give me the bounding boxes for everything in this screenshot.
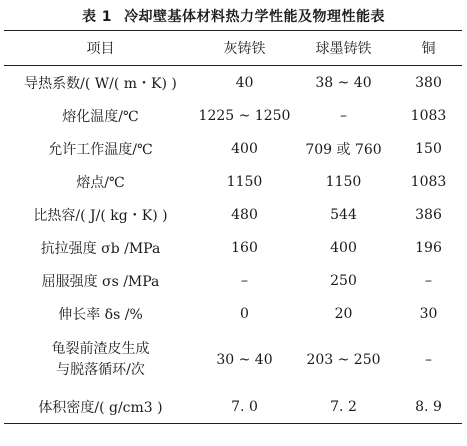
cell-gray-iron: 160 [231,239,258,256]
row-label: 屈服强度 σs /MPa [41,273,160,290]
table-row [4,264,462,297]
cell-ductile-iron: – [340,107,347,124]
cell-ductile-iron: 20 [334,305,353,322]
cell-gray-iron: 480 [231,206,258,223]
cell-copper: – [425,272,432,289]
row-label-line: 与脱落循环/次 [56,362,145,378]
cell-ductile-iron: 400 [330,239,357,256]
table-title: 冷却壁基体材料热力学性能及物理性能表 [124,9,386,25]
table-number: 表 1 [81,9,113,25]
cell-ductile-iron: 7. 2 [330,398,357,415]
header-ductile-iron: 球墨铸铁 [315,41,372,57]
row-label: 抗拉强度 σb /MPa [40,240,161,257]
header-item: 项目 [86,41,115,57]
row-label: 允许工作温度/℃ [48,141,153,158]
cell-gray-iron: 400 [231,140,258,157]
cell-copper: 196 [415,239,442,256]
cell-ductile-iron: 709 或 760 [305,141,382,158]
table-row [4,231,462,264]
table-row [4,198,462,231]
cell-copper: – [425,352,432,368]
cell-gray-iron: 40 [235,74,254,91]
cell-copper: 1083 [410,107,447,124]
row-label [4,330,197,390]
row-label: 熔化温度/℃ [62,108,139,125]
row-label: 体积密度/( g/cm3 ) [38,399,163,416]
cell-gray-iron: 7. 0 [231,398,258,415]
cell-copper: 8. 9 [415,398,442,415]
cell-copper: 1083 [410,173,447,190]
cell-ductile-iron: 1150 [325,173,362,190]
row-label: 比热容/( J/( kg・K) ) [33,207,168,224]
row-label: 熔点/℃ [76,174,125,191]
row-label: 伸长率 δs /% [58,306,143,323]
cell-gray-iron: 1225 ~ 1250 [198,107,291,124]
table-header-row [4,31,462,66]
cell-ductile-iron: 544 [330,206,357,223]
cell-ductile-iron: 38 ~ 40 [315,74,372,91]
table-row [4,330,462,390]
row-label: 导热系数/( W/( m・K) ) [24,75,177,92]
table-caption [0,6,467,26]
table-row [4,297,462,330]
cell-ductile-iron: 250 [330,272,357,289]
material-properties-table [4,30,462,424]
table-row [4,390,462,424]
table-row [4,132,462,165]
cell-gray-iron: – [241,272,248,289]
table-row [4,99,462,132]
table-row [4,66,462,100]
cell-copper: 30 [419,305,438,322]
cell-ductile-iron: 203 ~ 250 [306,352,381,368]
cell-copper: 150 [415,140,442,157]
cell-copper: 386 [415,206,442,223]
header-gray-iron: 灰铸铁 [223,41,266,57]
cell-gray-iron: 30 ~ 40 [216,352,273,368]
header-copper: 铜 [421,41,436,57]
row-label-line: 龟裂前渣皮生成 [51,341,150,357]
cell-gray-iron: 1150 [226,173,263,190]
cell-copper: 380 [415,74,442,91]
table-row [4,165,462,198]
cell-gray-iron: 0 [240,305,249,322]
